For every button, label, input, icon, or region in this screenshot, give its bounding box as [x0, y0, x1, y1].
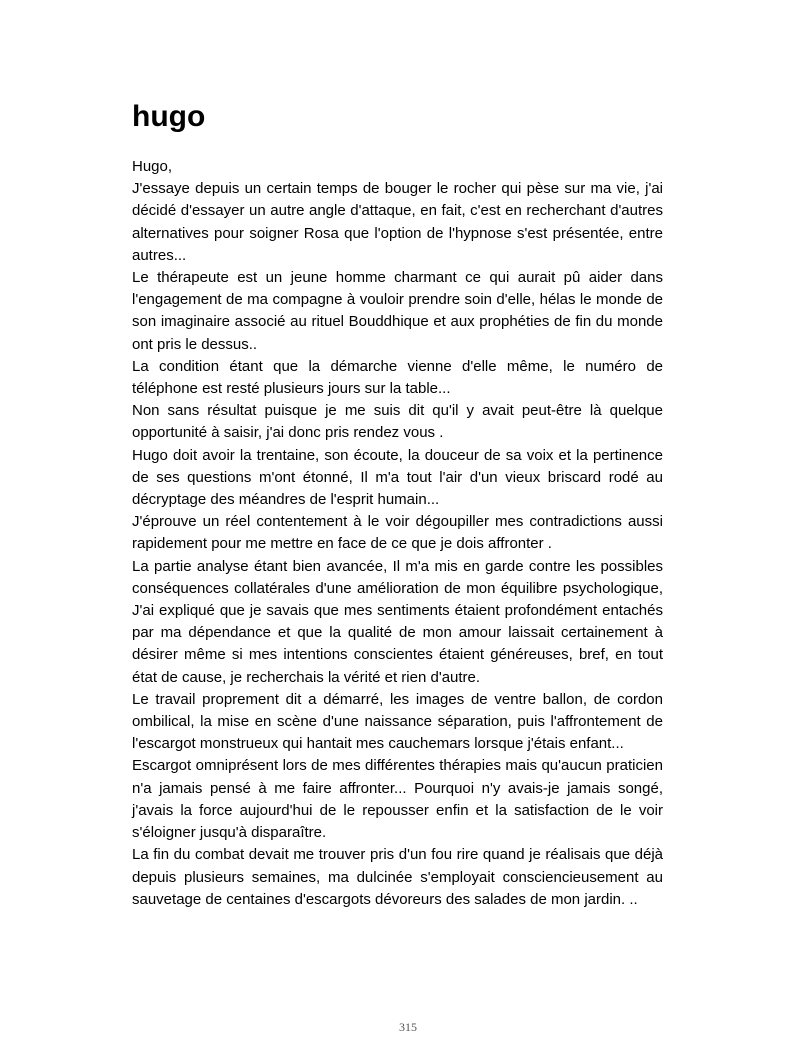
paragraph: La condition étant que la démarche vienne d'elle même, le numéro de téléphone est resté plusieurs jours sur la table...: [132, 357, 663, 398]
paragraph: Non sans résultat puisque je me suis dit qu'il y avait peut-être là quelque opportunité à saisir, j'ai donc pris rendez vous .: [132, 402, 663, 442]
paragraph: La fin du combat devait me trouver pris d'un fou rire quand je réalisais que déjà depuis plusieurs semaines, ma dulcinée s'employait consciencieusement au sauvetage de centaines d'escargots dévoreurs des salades de mon jardin. ..: [132, 846, 663, 908]
page-title: hugo: [132, 100, 206, 133]
paragraph-salutation: Hugo,: [132, 158, 173, 175]
page-number: 315: [399, 1020, 417, 1034]
paragraph: J'éprouve un réel contentement à le voir dégoupiller mes contradictions aussi rapidement pour me mettre en face de ce que je dois affronter .: [132, 513, 663, 553]
paragraph: Le travail proprement dit a démarré, les images de ventre ballon, de cordon ombilical, la mise en scène d'une naissance séparation, puis l'affrontement de l'escargot monstrueux qui hantait mes cauchemars lorsque j'étais enfant...: [132, 690, 663, 753]
paragraph: Le thérapeute est un jeune homme charmant ce qui aurait pû aider dans l'engagement de ma compagne à vouloir prendre soin d'elle, hélas le monde de son imaginaire associé au rituel Bouddhique et aux prophéties de fin du monde ont pris le dessus..: [132, 269, 663, 353]
paragraph: J'essaye depuis un certain temps de bouger le rocher qui pèse sur ma vie, j'ai décidé d'essayer un autre angle d'attaque, en fait, c'est en recherchant d'autres alternatives pour soigner Rosa que l'option de l'hypnose s'est présentée, entre autres...: [132, 180, 663, 264]
paragraph: Escargot omniprésent lors de mes différentes thérapies mais qu'aucun praticien n'a jamais pensé à me faire affronter... Pourquoi n'y avais-je jamais songé, j'avais la force aujourd'hui de le repousser enfin et la satisfaction de le voir s'éloigner jusqu'à disparaître.: [132, 757, 663, 842]
paragraph: La partie analyse étant bien avancée, Il m'a mis en garde contre les possibles conséquences collatérales d'une amélioration de mon équilibre psychologique, J'ai expliqué que je savais que mes sentiments étaient profondément entachés par ma dépendance et que la qualité de mon amour laissait certainement à désirer même si mes intentions conscientes étaient généreuses, bref, en tout état de cause, je recherchais la vérité et rien d'autre.: [132, 557, 663, 686]
paragraph: Hugo doit avoir la trentaine, son écoute, la douceur de sa voix et la pertinence de ses questions m'ont étonné, Il m'a tout l'air d'un vieux briscard rodé au décryptage des méandres de l'esprit humain...: [132, 446, 663, 509]
body-text: [132, 156, 663, 911]
